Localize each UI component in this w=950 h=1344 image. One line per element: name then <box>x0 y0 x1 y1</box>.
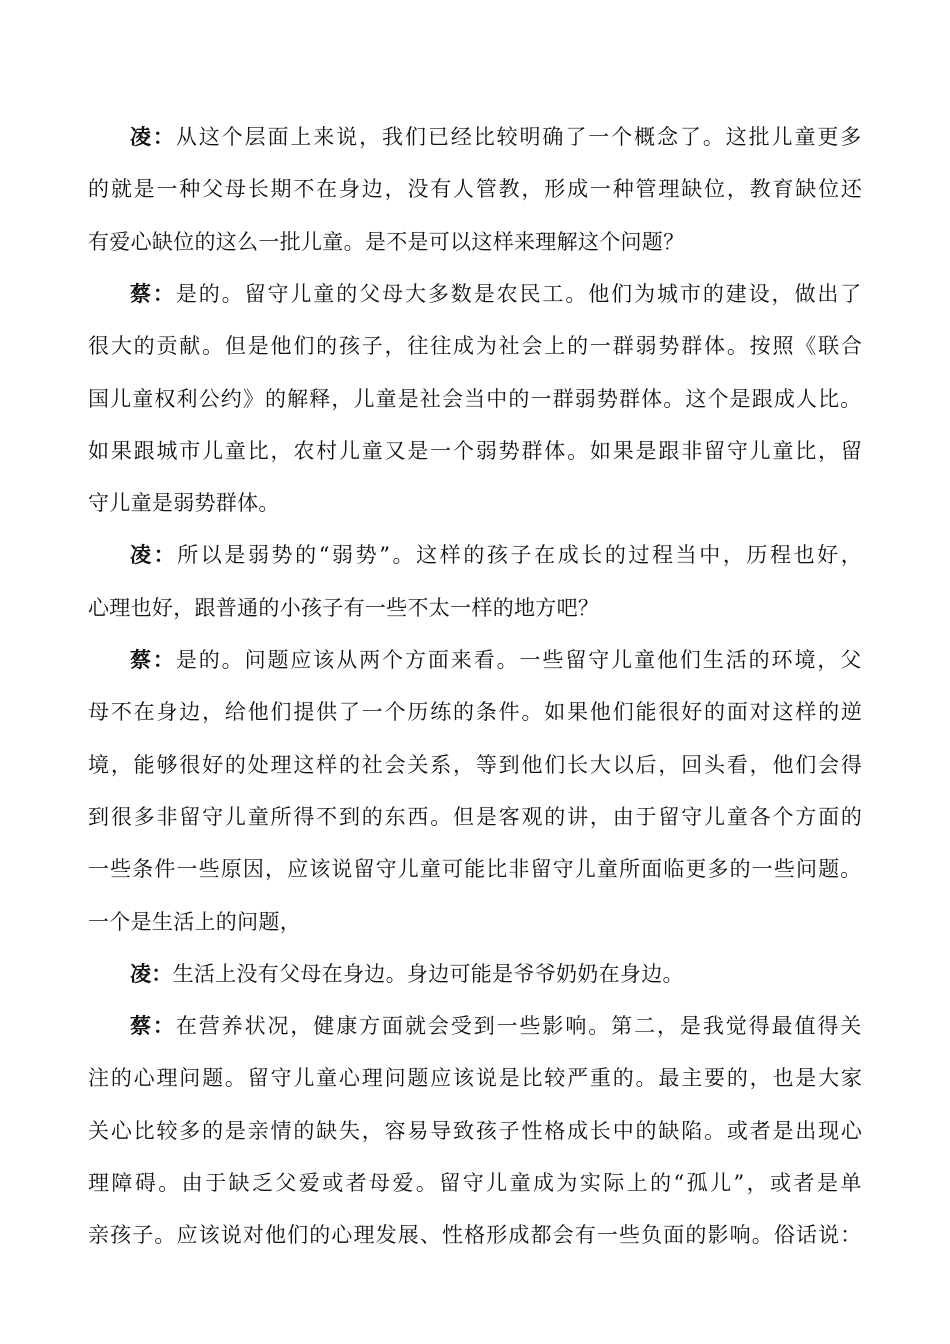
paragraph-line <box>88 907 301 937</box>
paragraph-line <box>88 802 864 832</box>
paragraph-line <box>88 1168 864 1198</box>
speaker-label: 蔡： <box>130 1014 176 1039</box>
paragraph-text: 一些条件一些原因，应该说留守儿童可能比非留守儿童所面临更多的一些问题。 <box>88 857 863 882</box>
paragraph-text: 母不在身边，给他们提供了一个历练的条件。如果他们能很好的面对这样的逆 <box>88 700 864 725</box>
paragraph-line <box>130 540 864 570</box>
paragraph-text: 生活上没有父母在身边。身边可能是爷爷奶奶在身边。 <box>172 961 684 986</box>
paragraph-text: 很大的贡献。但是他们的孩子，往往成为社会上的一群弱势群体。按照《联合 <box>88 334 864 359</box>
paragraph-text: 所以是弱势的“弱势”。这样的孩子在成长的过程当中，历程也好， <box>177 543 865 568</box>
paragraph-text: 守儿童是弱势群体。 <box>88 491 280 516</box>
paragraph-text: 从这个层面上来说，我们已经比较明确了一个概念了。这批儿童更多 <box>175 125 864 149</box>
paragraph-text: 一个是生活上的问题， <box>88 909 301 934</box>
paragraph-text: 理障碍。由于缺乏父爱或者母爱。留守儿童成为实际上的“孤儿”，或者是单 <box>88 1171 864 1195</box>
paragraph-line <box>88 174 864 204</box>
paragraph-line <box>130 279 863 309</box>
paragraph-text: 国儿童权利公约》的解释，儿童是社会当中的一群弱势群体。这个是跟成人比。 <box>88 386 863 411</box>
paragraph-text: 注的心理问题。留守儿童心理问题应该说是比较严重的。最主要的，也是大家 <box>88 1066 864 1091</box>
paragraph-text: 心理也好，跟普通的小孩子有一些不太一样的地方吧？ <box>88 595 600 620</box>
paragraph-text: 关心比较多的是亲情的缺失，容易导致孩子性格成长中的缺陷。或者是出现心 <box>88 1118 864 1143</box>
paragraph-line <box>88 1220 862 1250</box>
paragraph-text: 的就是一种父母长期不在身边，没有人管教，形成一种管理缺位，教育缺位还 <box>88 177 864 202</box>
paragraph-line <box>88 750 864 780</box>
paragraph-text: 到很多非留守儿童所得不到的东西。但是客观的讲，由于留守儿童各个方面的 <box>88 804 864 829</box>
paragraph-line <box>88 854 862 884</box>
speaker-label: 凌： <box>130 125 176 149</box>
paragraph-line <box>88 488 280 518</box>
speaker-label: 蔡： <box>130 281 176 306</box>
paragraph-text: 亲孩子。应该说对他们的心理发展、性格形成都会有一些负面的影响。俗话说： <box>88 1223 863 1248</box>
speaker-label: 凌： <box>130 961 173 986</box>
speaker-label: 凌： <box>130 543 178 568</box>
paragraph-line <box>88 227 684 257</box>
paragraph-line <box>130 645 863 675</box>
paragraph-text: 有爱心缺位的这么一批儿童。是不是可以这样来理解这个问题？ <box>88 229 685 254</box>
paragraph-line <box>88 436 864 466</box>
paragraph-text: 如果跟城市儿童比，农村儿童又是一个弱势群体。如果是跟非留守儿童比，留 <box>88 438 864 463</box>
paragraph-line <box>88 331 864 361</box>
paragraph-text: 是的。留守儿童的父母大多数是农民工。他们为城市的建设，做出了 <box>175 281 864 306</box>
paragraph-line <box>130 1011 863 1041</box>
paragraph-text: 是的。问题应该从两个方面来看。一些留守儿童他们生活的环境，父 <box>175 648 864 672</box>
paragraph-line <box>88 697 864 727</box>
paragraph-line <box>88 1063 864 1093</box>
paragraph-line <box>130 122 863 152</box>
paragraph-line <box>130 959 684 989</box>
speaker-label: 蔡： <box>130 648 176 672</box>
paragraph-line <box>88 1116 864 1146</box>
paragraph-line <box>88 384 862 414</box>
paragraph-line <box>88 593 599 623</box>
paragraph-text: 境，能够很好的处理这样的社会关系，等到他们长大以后，回头看，他们会得 <box>88 752 864 777</box>
paragraph-text: 在营养状况，健康方面就会受到一些影响。第二，是我觉得最值得关 <box>175 1014 864 1039</box>
